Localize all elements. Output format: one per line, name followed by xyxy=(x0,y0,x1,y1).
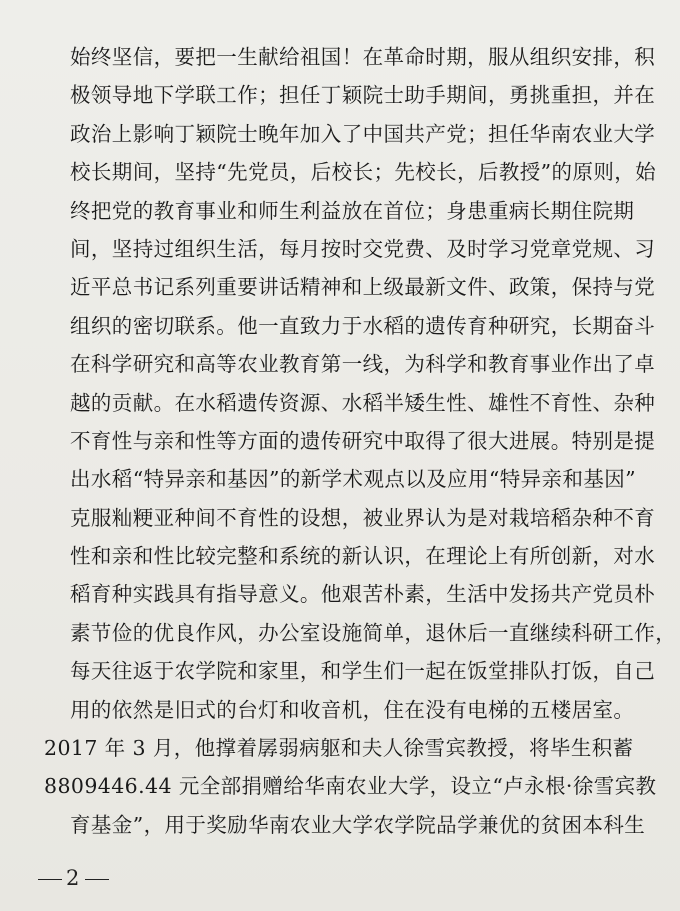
text-line: 出水稻“特异亲和基因”的新学术观点以及应用“特异亲和基因” xyxy=(70,467,637,492)
page-number-value: 2 xyxy=(66,866,82,890)
text-line: 校长期间，坚持“先党员，后校长；先校长，后教授”的原则，始 xyxy=(70,160,657,185)
text-line: 育基金”，用于奖励华南农业大学农学院品学兼优的贫困本科生 xyxy=(70,812,646,837)
text-line: 用的依然是旧式的台灯和收音机，住在没有电梯的五楼居室。 xyxy=(70,697,635,722)
text-line: 稻育种实践具有指导意义。他艰苦朴素，生活中发扬共产党员朴 xyxy=(70,582,656,607)
text-line: 素节俭的优良作风，办公室设施简单，退休后一直继续科研工作， xyxy=(70,620,677,645)
body-text xyxy=(44,38,677,844)
text-line: 克服籼粳亚种间不育性的设想，被业界认为是对栽培稻杂种不育 xyxy=(70,505,656,530)
text-line: 8809446.44 元全部捐赠给华南农业大学，设立“卢永根·徐雪宾教 xyxy=(44,774,657,799)
text-line: 极领导地下学联工作；担任丁颖院士助手期间，勇挑重担，并在 xyxy=(70,83,656,108)
text-line: 不育性与亲和性等方面的遗传研究中取得了很大进展。特别是提 xyxy=(70,428,656,453)
text-line: 近平总书记系列重要讲话精神和上级最新文件、政策，保持与党 xyxy=(70,275,656,300)
dash-right xyxy=(85,879,109,880)
text-line: 每天往返于农学院和家里，和学生们一起在饭堂排队打饭，自己 xyxy=(70,659,656,684)
text-line: 性和亲和性比较完整和系统的新认识，在理论上有所创新，对水 xyxy=(70,544,656,569)
text-line: 2017 年 3 月，他撑着孱弱病躯和夫人徐雪宾教授，将毕生积蓄 xyxy=(44,736,634,761)
text-line: 间，坚持过组织生活，每月按时交党费、及时学习党章党规、习 xyxy=(70,236,656,261)
text-line: 政治上影响丁颖院士晚年加入了中国共产党；担任华南农业大学 xyxy=(70,121,656,146)
text-line: 始终坚信，要把一生献给祖国！在革命时期，服从组织安排，积 xyxy=(70,45,656,69)
text-line: 越的贡献。在水稻遗传资源、水稻半矮生性、雄性不育性、杂种 xyxy=(70,390,656,415)
dash-left xyxy=(38,879,62,880)
page-number xyxy=(34,866,113,890)
text-line: 组织的密切联系。他一直致力于水稻的遗传育种研究，长期奋斗 xyxy=(70,313,656,338)
text-line: 终把党的教育事业和师生利益放在首位；身患重病长期住院期 xyxy=(70,198,635,223)
text-line: 在科学研究和高等农业教育第一线，为科学和教育事业作出了卓 xyxy=(70,352,656,377)
